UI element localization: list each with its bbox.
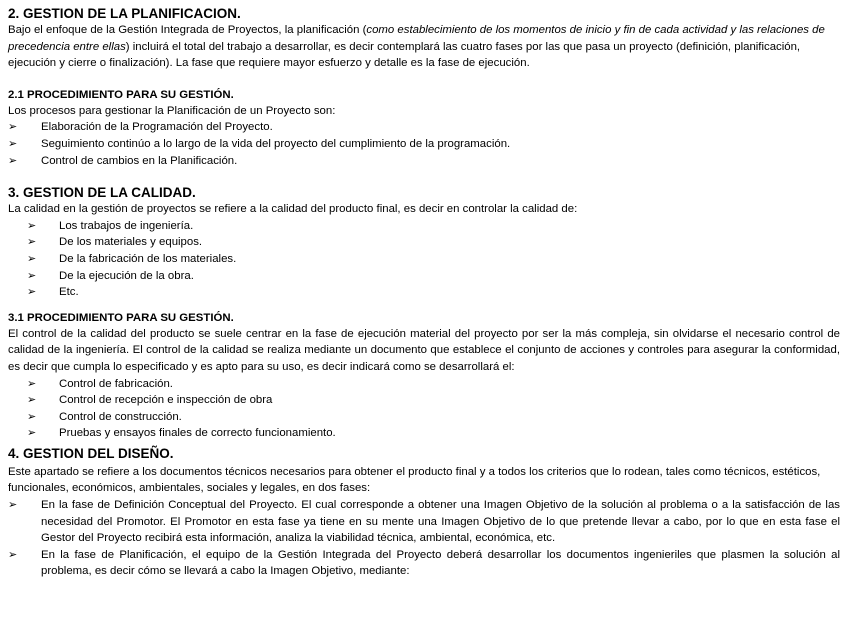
section-3-1-list [8,376,840,442]
arrow-bullet-icon: ➢ [27,427,37,440]
list-item: ➢ De la fabricación de los materiales. [8,251,840,268]
section-4-title: 4. GESTION DEL DISEÑO. [8,445,174,461]
section-4-list [8,497,840,580]
section-2-intro-a: Bajo el enfoque de la Gestión Integrada de Proyectos, la planificación ( [8,24,367,36]
arrow-bullet-icon: ➢ [27,236,37,249]
section-3-1-title: 3.1 PROCEDIMIENTO PARA SU GESTIÓN. [8,311,234,324]
arrow-bullet-icon: ➢ [8,548,18,561]
arrow-bullet-icon: ➢ [8,121,18,134]
arrow-bullet-icon: ➢ [27,394,37,407]
arrow-bullet-icon: ➢ [8,137,18,150]
list-item: ➢ De la ejecución de la obra. [8,268,840,285]
list-item: ➢ Los trabajos de ingeniería. [8,218,840,235]
list-item: ➢ En la fase de Planificación, el equipo de la Gestión Integrada del Proyecto deberá desarrollar los documentos ingenieriles que plasmen la solución al problema, es decir cómo se llevará a cabo la Imagen Objetivo, mediante: [8,548,840,578]
section-2-1-title: 2.1 PROCEDIMIENTO PARA SU GESTIÓN. [8,88,234,101]
section-3-list [8,218,840,301]
list-item: ➢ De los materiales y equipos. [8,234,840,251]
section-2-1-list [8,119,840,169]
section-3-1-text: El control de la calidad del producto se suele centrar en la fase de ejecución material del proyecto por ser la más compleja, sin olvidarse el necesario control de calidad de la ingeniería. El control de la calidad se realiza mediante un documento que establece el conjunto de acciones y controles para asegurar la conformidad, es decir que cumpla lo especificado y es apto para su uso, es decir indicará como se desarrollará el: [8,327,840,373]
arrow-bullet-icon: ➢ [8,499,18,512]
list-item: ➢ Control de construcción. [8,409,840,426]
list-item: ➢ Pruebas y ensayos finales de correcto funcionamiento. [8,425,840,442]
section-2-intro [8,22,840,72]
section-2-1-intro: Los procesos para gestionar la Planificación de un Proyecto son: [8,104,336,117]
section-2-title: 2. GESTION DE LA PLANIFICACION. [8,6,241,21]
list-item: ➢ Elaboración de la Programación del Proyecto. [8,119,840,136]
section-3-intro: La calidad en la gestión de proyectos se refiere a la calidad del producto final, es decir en controlar la calidad de: [8,203,578,216]
arrow-bullet-icon: ➢ [27,377,37,390]
list-item: ➢ Control de recepción e inspección de obra [8,392,840,409]
arrow-bullet-icon: ➢ [8,154,18,167]
list-item: ➢ Control de cambios en la Planificación. [8,153,840,170]
arrow-bullet-icon: ➢ [27,219,37,232]
section-2-intro-italic: como establecimiento de los momentos de inicio y fin de cada actividad y las relaciones de precedencia entre ellas [8,24,825,53]
arrow-bullet-icon: ➢ [27,286,37,299]
arrow-bullet-icon: ➢ [27,269,37,282]
list-item: ➢ Control de fabricación. [8,376,840,393]
list-item: ➢ En la fase de Definición Conceptual del Proyecto. El cual corresponde a obtener una Imagen Objetivo de la solución al problema o a la satisfacción de las necesidad del Promotor. El Promotor en esta fase ya tiene en su mente una Imagen Objetivo de lo que pretende llevar a cabo, por lo que en esta fase el Gestor del Proyecto recibirá esta información, analiza la viabilidad técnica, ambiental, económica, etc. [8,499,840,545]
arrow-bullet-icon: ➢ [27,410,37,423]
section-4-intro: Este apartado se refiere a los documentos técnicos necesarios para obtener el producto final y a todos los criterios que lo rodean, tales como técnicos, estéticos, funcionales, económicos, ambientales, sociales y legales, en dos fases: [8,465,821,495]
list-item: ➢ Etc. [8,284,840,301]
section-3-title: 3. GESTION DE LA CALIDAD. [8,185,196,201]
section-2-intro-b: ) incluirá el total del trabajo a desarrollar, es decir contemplará las cuatro fases por las que pasa un proyecto (definición, planificación, ejecución y cierre o finalización). La fase que requiere mayor esfuerzo y detalle es la fase de ejecución. [8,40,801,70]
list-item: ➢ Seguimiento continúo a lo largo de la vida del proyecto del cumplimiento de la programación. [8,136,840,153]
arrow-bullet-icon: ➢ [27,252,37,265]
